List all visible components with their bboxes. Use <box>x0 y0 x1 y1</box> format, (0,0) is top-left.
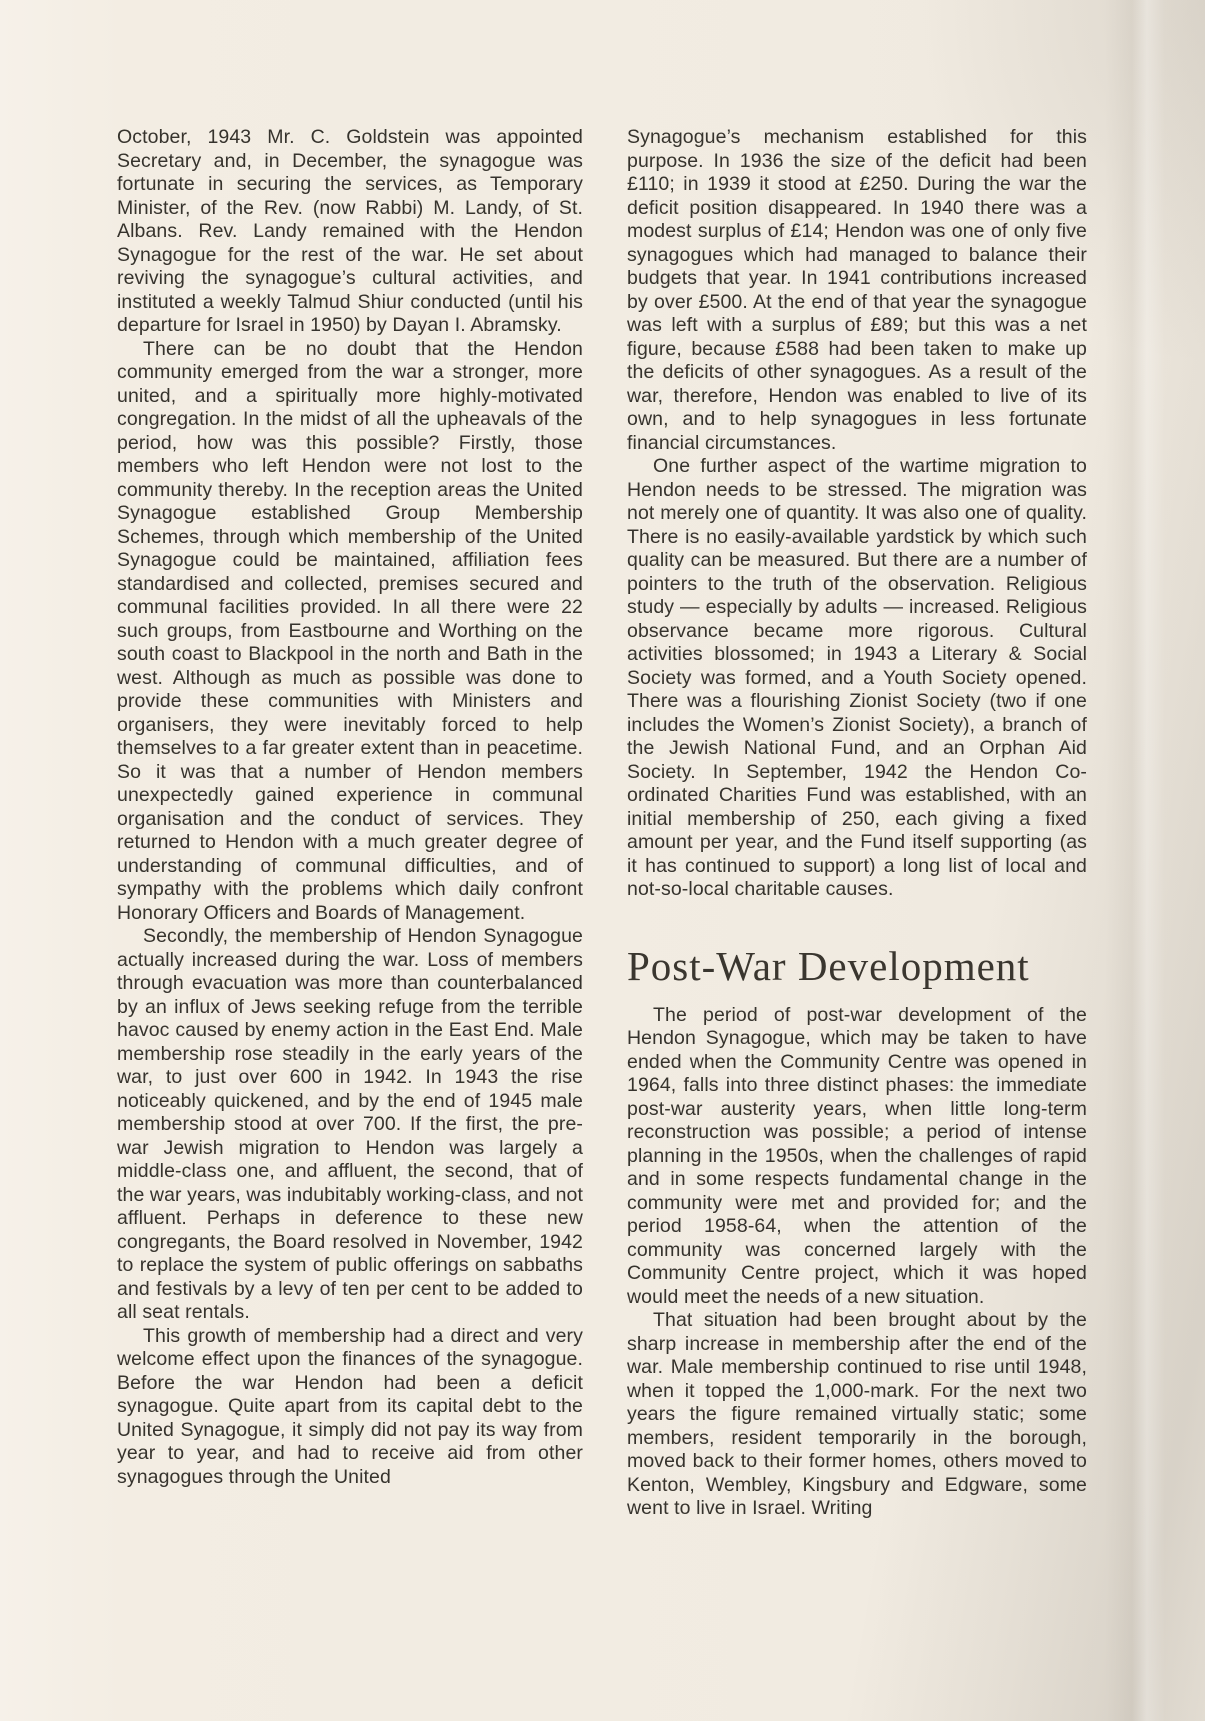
paragraph-right-2: One further aspect of the wartime migration to Hendon needs to be stressed. The migration was not merely one of quantity. It was also one of quality. There is no easily-available yardstick by which such quality can be measured. But there are a number of pointers to the truth of the observation. Religious study — especially by adults — increased. Religious observance became more rigorous. Cultural activities blossomed; in 1943 a Literary & Social Society was formed, and a Youth Society opened. There was a flourishing Zionist Society (two if one includes the Women’s Zionist Society), a branch of the Jewish National Fund, and an Orphan Aid Society. In September, 1942 the Hendon Co-ordinated Charities Fund was established, with an initial membership of 250, each giving a fixed amount per year, and the Fund itself supporting (as it has continued to support) a long list of local and not-so-local charitable causes. <box>627 455 1087 900</box>
left-text-column <box>117 126 583 1489</box>
paragraph-left-1: October, 1943 Mr. C. Goldstein was appointed Secretary and, in December, the synagogue was fortunate in securing the services, as Temporary Minister, of the Rev. (now Rabbi) M. Landy, of St. Albans. Rev. Landy remained with the Hendon Synagogue for the rest of the war. He set about reviving the synagogue’s cultural activities, and instituted a weekly Talmud Shiur conducted (until his departure for Israel in 1950) by Dayan I. Abramsky. <box>117 126 583 336</box>
right-text-column <box>627 126 1087 1521</box>
paragraph-right-4: That situation had been brought about by the sharp increase in membership after the end of the war. Male membership continued to rise until 1948, when it topped the 1,000-mark. For the next two years the figure remained virtually static; some members, resident temporarily in the borough, moved back to their former homes, others moved to Kenton, Wembley, Kingsbury and Edgware, some went to live in Israel. Writing <box>627 1309 1087 1519</box>
paragraph-right-1: Synagogue’s mechanism established for this purpose. In 1936 the size of the deficit had been £110; in 1939 it stood at £250. During the war the deficit position disappeared. In 1940 there was a modest surplus of £14; Hendon was one of only five synagogues which had managed to balance their budgets that year. In 1941 contributions increased by over £500. At the end of that year the synagogue was left with a surplus of £89; but this was a net figure, because £588 had been taken to make up the deficits of other synagogues. As a result of the war, therefore, Hendon was enabled to live of its own, and to help synagogues in less fortunate financial circumstances. <box>627 126 1087 454</box>
paragraph-right-3: The period of post-war development of the Hendon Synagogue, which may be taken to have ended when the Community Centre was opened in 1964, falls into three distinct phases: the immediate post-war austerity years, when little long-term reconstruction was possible; a period of intense planning in the 1950s, when the challenges of rapid and in some respects fundamental change in the community were met and provided for; and the period 1958-64, when the attention of the community was concerned largely with the Community Centre project, which it was hoped would meet the needs of a new situation. <box>627 1003 1087 1308</box>
paragraph-left-4: This growth of membership had a direct and very welcome effect upon the finances of the synagogue. Before the war Hendon had been a deficit synagogue. Quite apart from its capital debt to the United Synagogue, it simply did not pay its way from year to year, and had to receive aid from other synagogues through the United <box>117 1324 583 1488</box>
paragraph-left-2: There can be no doubt that the Hendon community emerged from the war a stronger, more united, and a spiritually more highly-motivated congregation. In the midst of all the upheavals of the period, how was this possible? Firstly, those members who left Hendon were not lost to the community thereby. In the reception areas the United Synagogue established Group Membership Schemes, through which membership of the United Synagogue could be maintained, affiliation fees standardised and collected, premises secured and communal facilities provided. In all there were 22 such groups, from Eastbourne and Worthing on the south coast to Blackpool in the north and Bath in the west. Although as much as possible was done to provide these communities with Ministers and organisers, they were inevitably forced to help themselves to a far greater extent than in peacetime. So it was that a number of Hendon members unexpectedly gained experience in communal organisation and the conduct of services. They returned to Hendon with a much greater degree of understanding of communal difficulties, and of sympathy with the problems which daily confront Honorary Officers and Boards of Management. <box>117 337 583 924</box>
section-heading: Post-War Development <box>627 942 1030 989</box>
paragraph-left-3: Secondly, the membership of Hendon Synagogue actually increased during the war. Loss of members through evacuation was more than counterbalanced by an influx of Jews seeking refuge from the terrible havoc caused by enemy action in the East End. Male membership rose steadily in the early years of the war, to just over 600 in 1942. In 1943 the rise noticeably quickened, and by the end of 1945 male membership stood at over 700. If the first, the pre-war Jewish migration to Hendon was largely a middle-class one, and affluent, the second, that of the war years, was indubitably working-class, and not affluent. Perhaps in deference to these new congregants, the Board resolved in November, 1942 to replace the system of public offerings on sabbaths and festivals by a levy of ten per cent to be added to all seat rentals. <box>117 925 583 1323</box>
